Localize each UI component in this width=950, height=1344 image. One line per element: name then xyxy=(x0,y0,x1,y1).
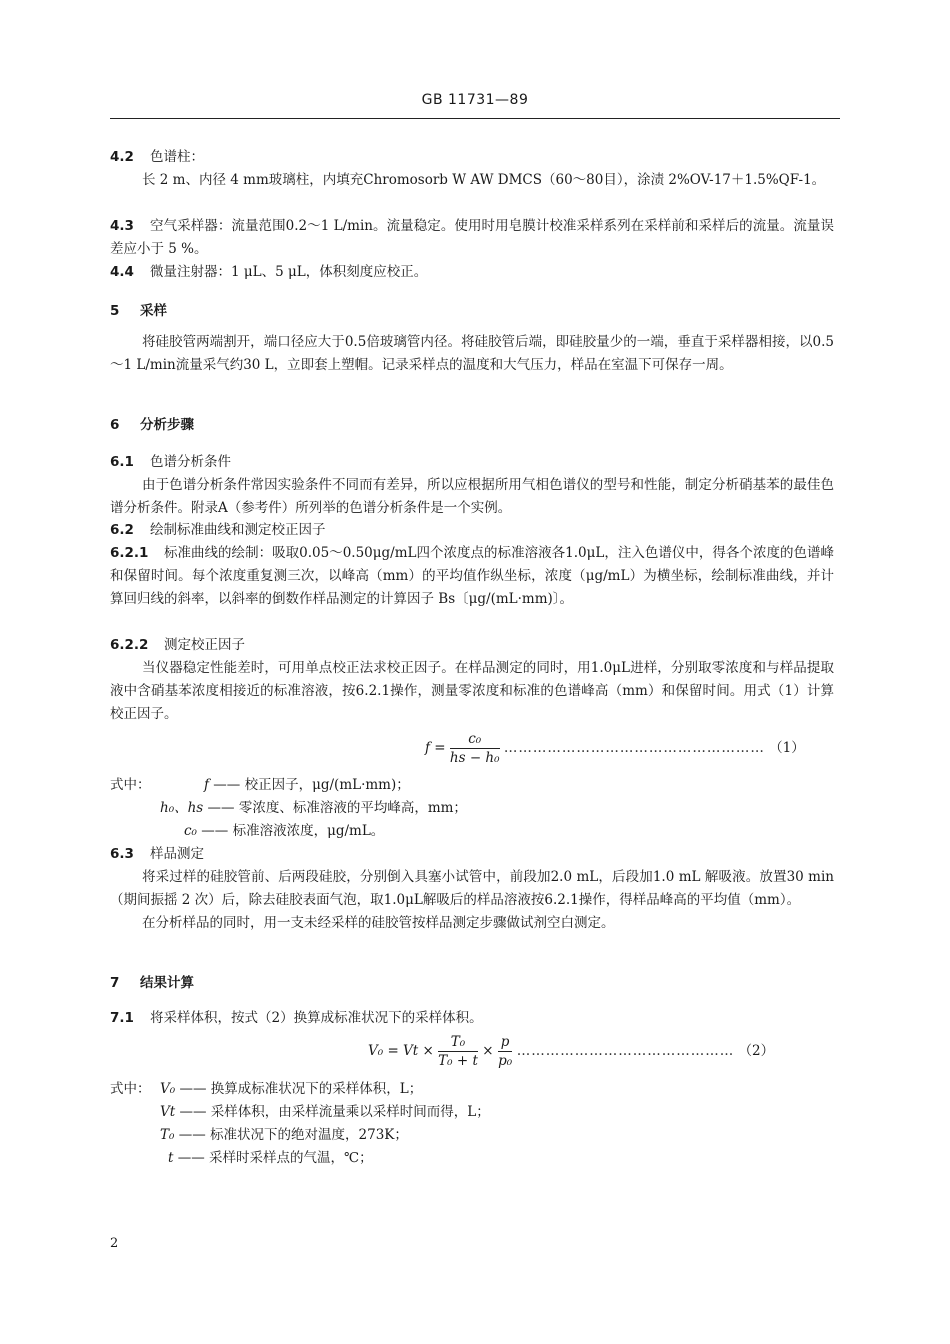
section-title: 色谱分析条件 xyxy=(150,454,231,470)
fraction-numerator: c₀ xyxy=(450,730,500,749)
definition-text: —— 标准状况下的绝对温度，273K； xyxy=(178,1127,408,1143)
definition-row xyxy=(160,1101,490,1124)
section-body: 长 2 m、内径 4 mm玻璃柱，内填充Chromosorb W AW DMCS（60～80目），涂渍 2%OV-17＋1.5%QF-1。 xyxy=(142,172,826,188)
definition-text: —— 标准溶液浓度，μg/mL。 xyxy=(201,823,385,839)
section-title: 测定校正因子 xyxy=(164,637,245,653)
section-number: 7 xyxy=(110,975,120,991)
section-title: 绘制标准曲线和测定校正因子 xyxy=(150,522,326,538)
section-6-1 xyxy=(110,451,834,520)
equation-number: （2） xyxy=(738,1043,775,1059)
definition-text: —— 采样时采样点的气温，℃； xyxy=(177,1150,373,1166)
definition-symbol: Vt xyxy=(160,1104,176,1120)
fraction-denominator: p₀ xyxy=(498,1053,513,1069)
section-body: 当仪器稳定性能差时，可用单点校正法求校正因子。在样品测定的同时，用1.0μL进样，分别取零浓度和与样品提取液中含硝基苯浓度相接近的标准溶液，按6.2.1操作，测量零浓度和标准的色谱峰高（mm）和保留时间。用式（1）计算校正因子。 xyxy=(110,660,834,722)
section-title: 样品测定 xyxy=(150,846,204,862)
section-number: 6.2.2 xyxy=(110,637,149,653)
definition-row xyxy=(160,1124,408,1147)
section-number: 6.2.1 xyxy=(110,545,149,561)
fraction-denominator: hs − h₀ xyxy=(449,750,500,766)
section-body: 空气采样器：流量范围0.2～1 L/min。流量稳定。使用时用皂膜计校准采样系列在采样前和采样后的流量。流量误差应小于 5 %。 xyxy=(110,218,834,257)
section-body: 将采过样的硅胶管前、后两段硅胶，分别倒入具塞小试管中，前段加2.0 mL，后段加1.0 mL 解吸液。放置30 min（期间振摇 2 次）后，除去硅胶表面气泡，取1.0μL解吸后的样品溶液按6.2.1操作，得样品峰高的平均值（mm）。 xyxy=(110,869,834,908)
definition-text: —— 采样体积，由采样流量乘以采样时间而得，L； xyxy=(179,1104,490,1120)
section-number: 6.3 xyxy=(110,846,134,862)
where-label: 式中： xyxy=(110,1081,151,1097)
section-number: 4.4 xyxy=(110,264,134,280)
definition-row xyxy=(160,797,467,820)
definition-symbol: h₀、hs xyxy=(160,800,204,816)
section-4-3 xyxy=(110,215,834,261)
equation-leader-dots: ……………………………………………… xyxy=(503,740,765,756)
equation-leader-dots: ……………………………………… xyxy=(516,1043,735,1059)
definition-symbol: T₀ xyxy=(160,1127,175,1143)
section-6-2 xyxy=(110,519,834,542)
section-number: 5 xyxy=(110,303,120,319)
equation-lhs: V₀ = Vt × xyxy=(368,1043,434,1059)
equation-fraction-1 xyxy=(438,1033,478,1070)
section-body-2: 在分析样品的同时，用一支未经采样的硅胶管按样品测定步骤做试剂空白测定。 xyxy=(142,915,615,931)
section-body: 由于色谱分析条件常因实验条件不同而有差异，所以应根据所用气相色谱仪的型号和性能，制定分析硝基苯的最佳色谱分析条件。附录A（参考件）所列举的色谱分析条件是一个实例。 xyxy=(110,477,834,516)
page-number: 2 xyxy=(110,1236,119,1251)
section-number: 4.2 xyxy=(110,149,134,165)
definition-symbol: V₀ xyxy=(160,1081,176,1097)
page-header: GB 11731—89 xyxy=(421,92,529,108)
definition-row xyxy=(204,774,410,797)
equation-fraction-2 xyxy=(498,1033,513,1070)
equation-fraction xyxy=(450,730,500,767)
times-sign: × xyxy=(482,1043,494,1059)
where-label: 式中： xyxy=(110,777,151,793)
definition-symbol: f xyxy=(204,777,209,793)
section-7-1 xyxy=(110,1007,834,1030)
section-number: 4.3 xyxy=(110,218,134,234)
section-6-2-2 xyxy=(110,634,834,726)
definition-text: —— 零浓度、标准溶液的平均峰高，mm； xyxy=(207,800,467,816)
section-number: 7.1 xyxy=(110,1010,134,1026)
section-5-heading xyxy=(110,300,834,323)
equation-number: （1） xyxy=(769,740,805,756)
equation-2 xyxy=(368,1033,774,1070)
definition-text: —— 换算成标准状况下的采样体积，L； xyxy=(179,1081,423,1097)
fraction-numerator: p xyxy=(498,1033,513,1052)
section-number: 6.1 xyxy=(110,454,134,470)
section-title: 采样 xyxy=(140,303,167,319)
definition-symbol: c₀ xyxy=(184,823,197,839)
section-6-2-1 xyxy=(110,542,834,611)
section-6-heading xyxy=(110,414,834,437)
definition-row xyxy=(168,1147,373,1170)
section-6-3 xyxy=(110,843,834,935)
fraction-denominator: T₀ + t xyxy=(438,1053,478,1069)
section-title: 结果计算 xyxy=(140,975,194,991)
section-7-heading xyxy=(110,972,834,995)
equation-1 xyxy=(425,730,805,767)
section-title: 分析步骤 xyxy=(140,417,194,433)
section-body: 将采样体积，按式（2）换算成标准状况下的采样体积。 xyxy=(150,1010,483,1026)
definition-row xyxy=(160,1078,422,1101)
section-4-4 xyxy=(110,261,834,284)
fraction-numerator: T₀ xyxy=(438,1033,478,1052)
definition-text: —— 校正因子，μg/(mL·mm)； xyxy=(213,777,410,793)
section-body: 微量注射器：1 μL、5 μL，体积刻度应校正。 xyxy=(150,264,428,280)
equation-lhs: f = xyxy=(425,740,446,756)
section-5-body: 将硅胶管两端割开，端口径应大于0.5倍玻璃管内径。将硅胶管后端，即硅胶量少的一端，垂直于采样器相接，以0.5～1 L/min流量采气约30 L，立即套上塑帽。记录采样点的温度和大气压力，样品在室温下可保存一周。 xyxy=(110,334,834,373)
section-body: 标准曲线的绘制：吸取0.05～0.50μg/mL四个浓度点的标准溶液各1.0μL，注入色谱仪中，得各个浓度的色谱峰和保留时间。每个浓度重复测三次，以峰高（mm）的平均值作纵坐标，浓度（μg/mL）为横坐标，绘制标准曲线，并计算回归线的斜率，以斜率的倒数作样品测定的计算因子 Bs〔μg/(mL·mm)〕。 xyxy=(110,545,834,607)
section-number: 6 xyxy=(110,417,120,433)
section-4-2 xyxy=(110,146,834,192)
section-title: 色谱柱： xyxy=(150,149,204,165)
header-rule xyxy=(110,118,840,119)
definition-symbol: t xyxy=(168,1150,174,1166)
definition-row xyxy=(184,820,384,843)
section-number: 6.2 xyxy=(110,522,134,538)
